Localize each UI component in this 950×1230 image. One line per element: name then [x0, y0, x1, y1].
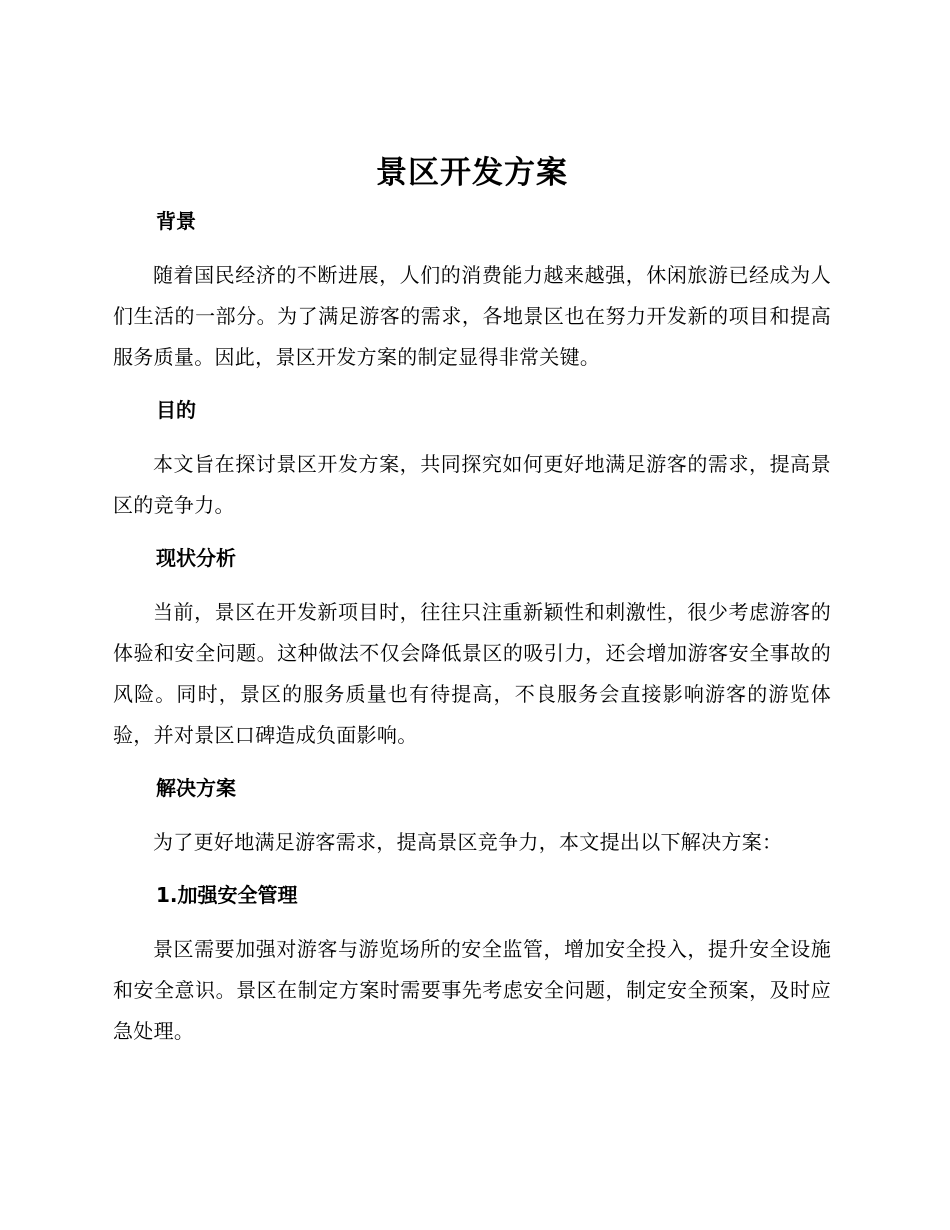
section-paragraph-safety-management: 景区需要加强对游客与游览场所的安全监管，增加安全投入，提升安全设施和安全意识。景区在制定方案时需要事先考虑安全问题，制定安全预案，及时应急处理。 — [113, 937, 831, 1043]
section-paragraph-current-analysis: 当前，景区在开发新项目时，往往只注重新颖性和刺激性，很少考虑游客的体验和安全问题。这种做法不仅会降低景区的吸引力，还会增加游客安全事故的风险。同时，景区的服务质量也有待提高，不良服务会直接影响游客的游览体验，并对景区口碑造成负面影响。 — [113, 600, 831, 747]
section-heading-background: 背景 — [156, 209, 196, 233]
section-paragraph-purpose: 本文旨在探讨景区开发方案，共同探究如何更好地满足游客的需求，提高景区的竞争力。 — [113, 452, 831, 517]
document-body — [113, 150, 831, 1052]
section-heading-current-analysis: 现状分析 — [156, 546, 236, 570]
section-paragraph-background: 随着国民经济的不断进展，人们的消费能力越来越强，休闲旅游已经成为人们生活的一部分。为了满足游客的需求，各地景区也在努力开发新的项目和提高服务质量。因此，景区开发方案的制定显得非常关键。 — [113, 263, 831, 369]
section-paragraph-solutions: 为了更好地满足游客需求，提高景区竞争力，本文提出以下解决方案： — [153, 830, 783, 854]
section-heading-purpose: 目的 — [156, 398, 196, 422]
page-title: 景区开发方案 — [376, 155, 568, 191]
section-heading-safety-management: 1.加强安全管理 — [156, 883, 298, 907]
section-heading-solutions: 解决方案 — [156, 776, 236, 800]
